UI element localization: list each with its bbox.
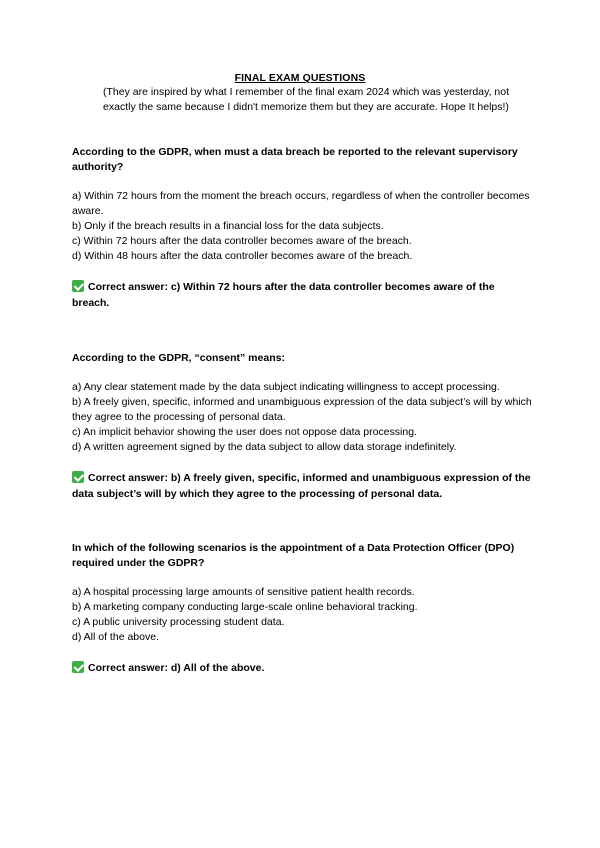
options-list: [72, 585, 532, 645]
option-c: c) A public university processing student data.: [72, 616, 285, 628]
page-subtitle: (They are inspired by what I remember of the final exam 2024 which was yesterday, not exactly the same because I didn't memorize them but they are accurate. Hope It helps!): [103, 86, 509, 113]
option-a: a) Within 72 hours from the moment the breach occurs, regardless of when the controller becomes aware.: [72, 190, 530, 217]
option-c: c) An implicit behavior showing the user does not oppose data processing.: [72, 426, 417, 438]
option-d: d) All of the above.: [72, 631, 159, 643]
correct-answer: [72, 661, 532, 677]
option-d: d) A written agreement signed by the data subject to allow data storage indefinitely.: [72, 441, 457, 453]
check-mark-icon: [72, 471, 84, 483]
check-mark-icon: [72, 280, 84, 292]
options-list: [72, 380, 532, 455]
correct-answer-text: Correct answer: b) A freely given, specific, informed and unambiguous expression of the data subject’s will by which they agree to the processing of personal data.: [72, 472, 531, 500]
options-list: [72, 189, 532, 264]
option-b: b) A marketing company conducting large-scale online behavioral tracking.: [72, 601, 418, 613]
correct-answer: [72, 280, 532, 311]
question-text: According to the GDPR, when must a data breach be reported to the relevant supervisory authority?: [72, 146, 518, 173]
correct-answer: [72, 471, 532, 502]
question-block-1: [72, 145, 532, 311]
question-text: In which of the following scenarios is the appointment of a Data Protection Officer (DPO) required under the GDPR?: [72, 542, 515, 569]
question-text: According to the GDPR, “consent” means:: [72, 352, 285, 364]
option-a: a) Any clear statement made by the data subject indicating willingness to accept processing.: [72, 381, 500, 393]
option-d: d) Within 48 hours after the data controller becomes aware of the breach.: [72, 250, 413, 262]
option-b: b) Only if the breach results in a financial loss for the data subjects.: [72, 220, 384, 232]
option-a: a) A hospital processing large amounts of sensitive patient health records.: [72, 586, 415, 598]
question-block-3: [72, 541, 532, 677]
page-title: FINAL EXAM QUESTIONS: [234, 72, 366, 84]
question-block-2: [72, 351, 532, 502]
option-b: b) A freely given, specific, informed and unambiguous expression of the data subject’s will by which they agree to the processing of personal data.: [72, 396, 532, 423]
correct-answer-text: Correct answer: c) Within 72 hours after the data controller becomes aware of the breach.: [72, 281, 495, 309]
option-c: c) Within 72 hours after the data controller becomes aware of the breach.: [72, 235, 412, 247]
correct-answer-text: Correct answer: d) All of the above.: [88, 662, 265, 674]
check-mark-icon: [72, 661, 84, 673]
